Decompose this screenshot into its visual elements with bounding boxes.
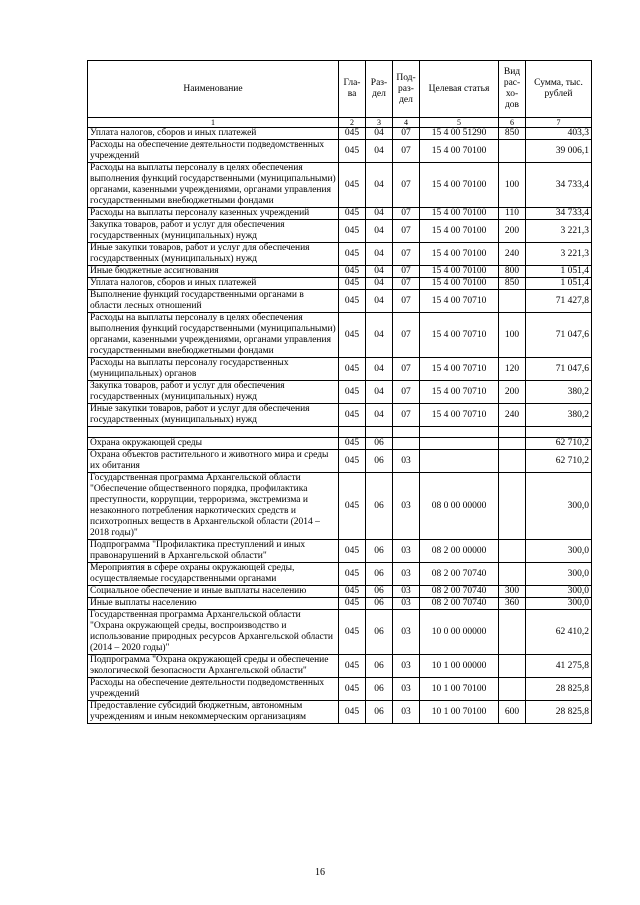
- row-razdel: 04: [366, 290, 393, 313]
- column-number: 4: [393, 118, 420, 128]
- row-razdel: 06: [366, 701, 393, 724]
- table-row: [88, 563, 592, 586]
- row-podrazdel: 03: [393, 450, 420, 473]
- column-number: 3: [366, 118, 393, 128]
- row-podrazdel: 03: [393, 701, 420, 724]
- row-name: Иные бюджетные ассигнования: [88, 266, 339, 278]
- row-summa: 34 733,4: [526, 163, 592, 208]
- row-celevaya-statya: 10 1 00 70100: [420, 678, 499, 701]
- table-row: [88, 586, 592, 598]
- row-glava: 045: [339, 701, 366, 724]
- header-razdel: Раз-дел: [366, 61, 393, 118]
- row-celevaya-statya: 15 4 00 70100: [420, 278, 499, 290]
- row-celevaya-statya: 15 4 00 70100: [420, 243, 499, 266]
- row-razdel: 06: [366, 438, 393, 450]
- table-row: [88, 427, 592, 438]
- table-row: [88, 678, 592, 701]
- row-summa: 300,0: [526, 598, 592, 610]
- row-podrazdel: 03: [393, 586, 420, 598]
- row-podrazdel: 07: [393, 290, 420, 313]
- table-row: [88, 701, 592, 724]
- budget-table: [87, 60, 592, 724]
- row-podrazdel: 07: [393, 163, 420, 208]
- row-glava: 045: [339, 208, 366, 220]
- row-vid-rashodov: 240: [499, 404, 526, 427]
- row-name: Закупка товаров, работ и услуг для обеспечения государственных (муниципальных) нужд: [88, 220, 339, 243]
- row-razdel: 06: [366, 540, 393, 563]
- page-number: 16: [315, 867, 325, 878]
- row-podrazdel: 07: [393, 128, 420, 140]
- row-podrazdel: 07: [393, 243, 420, 266]
- row-vid-rashodov: [499, 473, 526, 540]
- row-name: Расходы на выплаты персоналу казенных учреждений: [88, 208, 339, 220]
- row-razdel: 04: [366, 140, 393, 163]
- row-razdel: 06: [366, 655, 393, 678]
- row-summa: 41 275,8: [526, 655, 592, 678]
- row-glava: 045: [339, 220, 366, 243]
- row-vid-rashodov: 850: [499, 128, 526, 140]
- header-celevaya-statya: Целевая статья: [420, 61, 499, 118]
- row-celevaya-statya: 15 4 00 70100: [420, 208, 499, 220]
- row-razdel: 04: [366, 128, 393, 140]
- row-razdel: 06: [366, 450, 393, 473]
- row-vid-rashodov: [499, 540, 526, 563]
- row-name: Выполнение функций государственными органами в области лесных отношений: [88, 290, 339, 313]
- table-row: [88, 220, 592, 243]
- row-vid-rashodov: 600: [499, 701, 526, 724]
- row-glava: 045: [339, 598, 366, 610]
- row-celevaya-statya: 08 2 00 00000: [420, 540, 499, 563]
- row-name: Охрана объектов растительного и животного мира и среды их обитания: [88, 450, 339, 473]
- row-name: Расходы на обеспечение деятельности подведомственных учреждений: [88, 140, 339, 163]
- row-glava: 045: [339, 290, 366, 313]
- row-name: Иные закупки товаров, работ и услуг для обеспечения государственных (муниципальных) нужд: [88, 243, 339, 266]
- row-vid-rashodov: 200: [499, 220, 526, 243]
- row-razdel: [366, 427, 393, 438]
- row-razdel: 06: [366, 598, 393, 610]
- row-celevaya-statya: 15 4 00 70100: [420, 163, 499, 208]
- table-row: [88, 655, 592, 678]
- row-glava: 045: [339, 438, 366, 450]
- row-celevaya-statya: 15 4 00 70100: [420, 266, 499, 278]
- row-glava: 045: [339, 563, 366, 586]
- row-glava: 045: [339, 313, 366, 358]
- row-name: Мероприятия в сфере охраны окружающей среды, осуществляемые государственными органами: [88, 563, 339, 586]
- row-summa: 300,0: [526, 563, 592, 586]
- table-row: [88, 278, 592, 290]
- row-glava: 045: [339, 450, 366, 473]
- row-name: [88, 427, 339, 438]
- column-number: 5: [420, 118, 499, 128]
- row-summa: 28 825,8: [526, 701, 592, 724]
- row-name: Уплата налогов, сборов и иных платежей: [88, 278, 339, 290]
- table-row: [88, 610, 592, 655]
- row-glava: 045: [339, 381, 366, 404]
- row-name: Закупка товаров, работ и услуг для обеспечения государственных (муниципальных) нужд: [88, 381, 339, 404]
- row-name: Расходы на обеспечение деятельности подведомственных учреждений: [88, 678, 339, 701]
- row-vid-rashodov: [499, 610, 526, 655]
- row-vid-rashodov: 360: [499, 598, 526, 610]
- table-row: [88, 598, 592, 610]
- row-glava: 045: [339, 610, 366, 655]
- row-summa: 1 051,4: [526, 278, 592, 290]
- table-row: [88, 290, 592, 313]
- row-glava: 045: [339, 358, 366, 381]
- row-podrazdel: 07: [393, 381, 420, 404]
- row-vid-rashodov: [499, 678, 526, 701]
- row-razdel: 04: [366, 358, 393, 381]
- row-podrazdel: 07: [393, 278, 420, 290]
- row-summa: 3 221,3: [526, 220, 592, 243]
- row-celevaya-statya: 08 2 00 70740: [420, 563, 499, 586]
- row-celevaya-statya: [420, 427, 499, 438]
- table-row: [88, 266, 592, 278]
- row-name: Иные закупки товаров, работ и услуг для обеспечения государственных (муниципальных) нужд: [88, 404, 339, 427]
- row-celevaya-statya: 08 2 00 70740: [420, 586, 499, 598]
- row-celevaya-statya: 08 2 00 70740: [420, 598, 499, 610]
- row-name: Иные выплаты населению: [88, 598, 339, 610]
- row-podrazdel: 03: [393, 598, 420, 610]
- row-summa: 39 006,1: [526, 140, 592, 163]
- row-celevaya-statya: [420, 438, 499, 450]
- row-razdel: 06: [366, 563, 393, 586]
- row-vid-rashodov: 120: [499, 358, 526, 381]
- row-vid-rashodov: [499, 140, 526, 163]
- row-podrazdel: 03: [393, 563, 420, 586]
- row-vid-rashodov: [499, 427, 526, 438]
- row-glava: 045: [339, 678, 366, 701]
- row-summa: 34 733,4: [526, 208, 592, 220]
- row-razdel: 04: [366, 278, 393, 290]
- column-number: 6: [499, 118, 526, 128]
- row-summa: 71 047,6: [526, 358, 592, 381]
- row-glava: 045: [339, 473, 366, 540]
- row-vid-rashodov: 100: [499, 163, 526, 208]
- table-row: [88, 358, 592, 381]
- row-glava: 045: [339, 140, 366, 163]
- row-summa: 380,2: [526, 404, 592, 427]
- row-vid-rashodov: 300: [499, 586, 526, 598]
- row-celevaya-statya: 15 4 00 70710: [420, 358, 499, 381]
- row-razdel: 04: [366, 266, 393, 278]
- table-row: [88, 163, 592, 208]
- row-vid-rashodov: [499, 438, 526, 450]
- row-summa: 3 221,3: [526, 243, 592, 266]
- row-razdel: 04: [366, 220, 393, 243]
- row-podrazdel: 03: [393, 610, 420, 655]
- row-podrazdel: 07: [393, 266, 420, 278]
- row-celevaya-statya: 10 1 00 00000: [420, 655, 499, 678]
- row-vid-rashodov: 200: [499, 381, 526, 404]
- row-glava: 045: [339, 163, 366, 208]
- row-celevaya-statya: 15 4 00 70100: [420, 140, 499, 163]
- row-podrazdel: 07: [393, 313, 420, 358]
- row-razdel: 06: [366, 473, 393, 540]
- row-celevaya-statya: [420, 450, 499, 473]
- row-name: Подпрограмма "Профилактика преступлений и иных правонарушений в Архангельской области": [88, 540, 339, 563]
- row-glava: 045: [339, 540, 366, 563]
- row-podrazdel: 03: [393, 678, 420, 701]
- row-vid-rashodov: [499, 563, 526, 586]
- row-glava: 045: [339, 243, 366, 266]
- row-razdel: 04: [366, 381, 393, 404]
- row-vid-rashodov: 110: [499, 208, 526, 220]
- table-row: [88, 438, 592, 450]
- row-glava: 045: [339, 266, 366, 278]
- row-razdel: 04: [366, 243, 393, 266]
- row-name: Уплата налогов, сборов и иных платежей: [88, 128, 339, 140]
- row-celevaya-statya: 15 4 00 51290: [420, 128, 499, 140]
- row-summa: 28 825,8: [526, 678, 592, 701]
- row-vid-rashodov: [499, 655, 526, 678]
- table-row: [88, 381, 592, 404]
- header-podrazdel: Под-раз-дел: [393, 61, 420, 118]
- row-podrazdel: 07: [393, 404, 420, 427]
- row-summa: 71 427,8: [526, 290, 592, 313]
- row-summa: 300,0: [526, 540, 592, 563]
- table-row: [88, 243, 592, 266]
- column-number: 1: [88, 118, 339, 128]
- column-number-row: [88, 118, 592, 128]
- header-glava: Гла-ва: [339, 61, 366, 118]
- row-vid-rashodov: 240: [499, 243, 526, 266]
- header-summa: Сумма, тыс. рублей: [526, 61, 592, 118]
- column-number: 7: [526, 118, 592, 128]
- row-razdel: 04: [366, 404, 393, 427]
- row-name: Расходы на выплаты персоналу в целях обеспечения выполнения функций государственными (муниципальными) органами, казенными учреждениями, органами управления государственными внебюджетными фондами: [88, 313, 339, 358]
- row-vid-rashodov: [499, 450, 526, 473]
- row-glava: 045: [339, 128, 366, 140]
- header-vid-rashodov: Вид рас-хо-дов: [499, 61, 526, 118]
- header-row: [88, 61, 592, 118]
- row-razdel: 06: [366, 678, 393, 701]
- row-name: Расходы на выплаты персоналу государственных (муниципальных) органов: [88, 358, 339, 381]
- table-row: [88, 208, 592, 220]
- row-podrazdel: 03: [393, 473, 420, 540]
- row-podrazdel: 07: [393, 208, 420, 220]
- table-row: [88, 473, 592, 540]
- row-celevaya-statya: 15 4 00 70100: [420, 220, 499, 243]
- row-name: Предоставление субсидий бюджетным, автономным учреждениям и иным некоммерческим организациям: [88, 701, 339, 724]
- row-podrazdel: 07: [393, 220, 420, 243]
- row-podrazdel: [393, 427, 420, 438]
- row-podrazdel: 07: [393, 358, 420, 381]
- row-summa: 71 047,6: [526, 313, 592, 358]
- row-summa: 62 410,2: [526, 610, 592, 655]
- row-summa: [526, 427, 592, 438]
- row-name: Охрана окружающей среды: [88, 438, 339, 450]
- row-vid-rashodov: 800: [499, 266, 526, 278]
- row-summa: 380,2: [526, 381, 592, 404]
- table-row: [88, 128, 592, 140]
- row-razdel: 04: [366, 313, 393, 358]
- column-number: 2: [339, 118, 366, 128]
- row-celevaya-statya: 08 0 00 00000: [420, 473, 499, 540]
- row-vid-rashodov: [499, 290, 526, 313]
- row-summa: 62 710,2: [526, 438, 592, 450]
- row-celevaya-statya: 15 4 00 70710: [420, 404, 499, 427]
- row-celevaya-statya: 15 4 00 70710: [420, 313, 499, 358]
- row-vid-rashodov: 850: [499, 278, 526, 290]
- row-podrazdel: [393, 438, 420, 450]
- row-glava: 045: [339, 278, 366, 290]
- row-razdel: 04: [366, 208, 393, 220]
- row-name: Подпрограмма "Охрана окружающей среды и обеспечение экологической безопасности Архангельской области": [88, 655, 339, 678]
- row-podrazdel: 07: [393, 140, 420, 163]
- table-row: [88, 313, 592, 358]
- row-glava: 045: [339, 586, 366, 598]
- row-name: Расходы на выплаты персоналу в целях обеспечения выполнения функций государственными (муниципальными) органами, казенными учреждениями, органами управления государственными внебюджетными фондами: [88, 163, 339, 208]
- row-summa: 62 710,2: [526, 450, 592, 473]
- table-row: [88, 450, 592, 473]
- row-name: Государственная программа Архангельской области "Охрана окружающей среды, воспроизводство и использование природных ресурсов Архангельской области (2014 – 2020 годы)": [88, 610, 339, 655]
- header-name: Наименование: [88, 61, 339, 118]
- row-celevaya-statya: 10 1 00 70100: [420, 701, 499, 724]
- row-summa: 300,0: [526, 473, 592, 540]
- row-celevaya-statya: 15 4 00 70710: [420, 381, 499, 404]
- row-podrazdel: 03: [393, 655, 420, 678]
- table-row: [88, 404, 592, 427]
- row-summa: 300,0: [526, 586, 592, 598]
- table-row: [88, 140, 592, 163]
- row-glava: 045: [339, 655, 366, 678]
- row-name: Государственная программа Архангельской области "Обеспечение общественного порядка, профилактика преступности, коррупции, терроризма, экстремизма и незаконного потребления наркотических средств и психотропных веществ в Архангельской области (2014 – 2018 годы)": [88, 473, 339, 540]
- row-podrazdel: 03: [393, 540, 420, 563]
- row-celevaya-statya: 10 0 00 00000: [420, 610, 499, 655]
- row-glava: [339, 427, 366, 438]
- row-razdel: 04: [366, 163, 393, 208]
- row-summa: 1 051,4: [526, 266, 592, 278]
- row-razdel: 06: [366, 610, 393, 655]
- row-vid-rashodov: 100: [499, 313, 526, 358]
- table-row: [88, 540, 592, 563]
- row-razdel: 06: [366, 586, 393, 598]
- row-name: Социальное обеспечение и иные выплаты населению: [88, 586, 339, 598]
- row-celevaya-statya: 15 4 00 70710: [420, 290, 499, 313]
- row-summa: 403,3: [526, 128, 592, 140]
- row-glava: 045: [339, 404, 366, 427]
